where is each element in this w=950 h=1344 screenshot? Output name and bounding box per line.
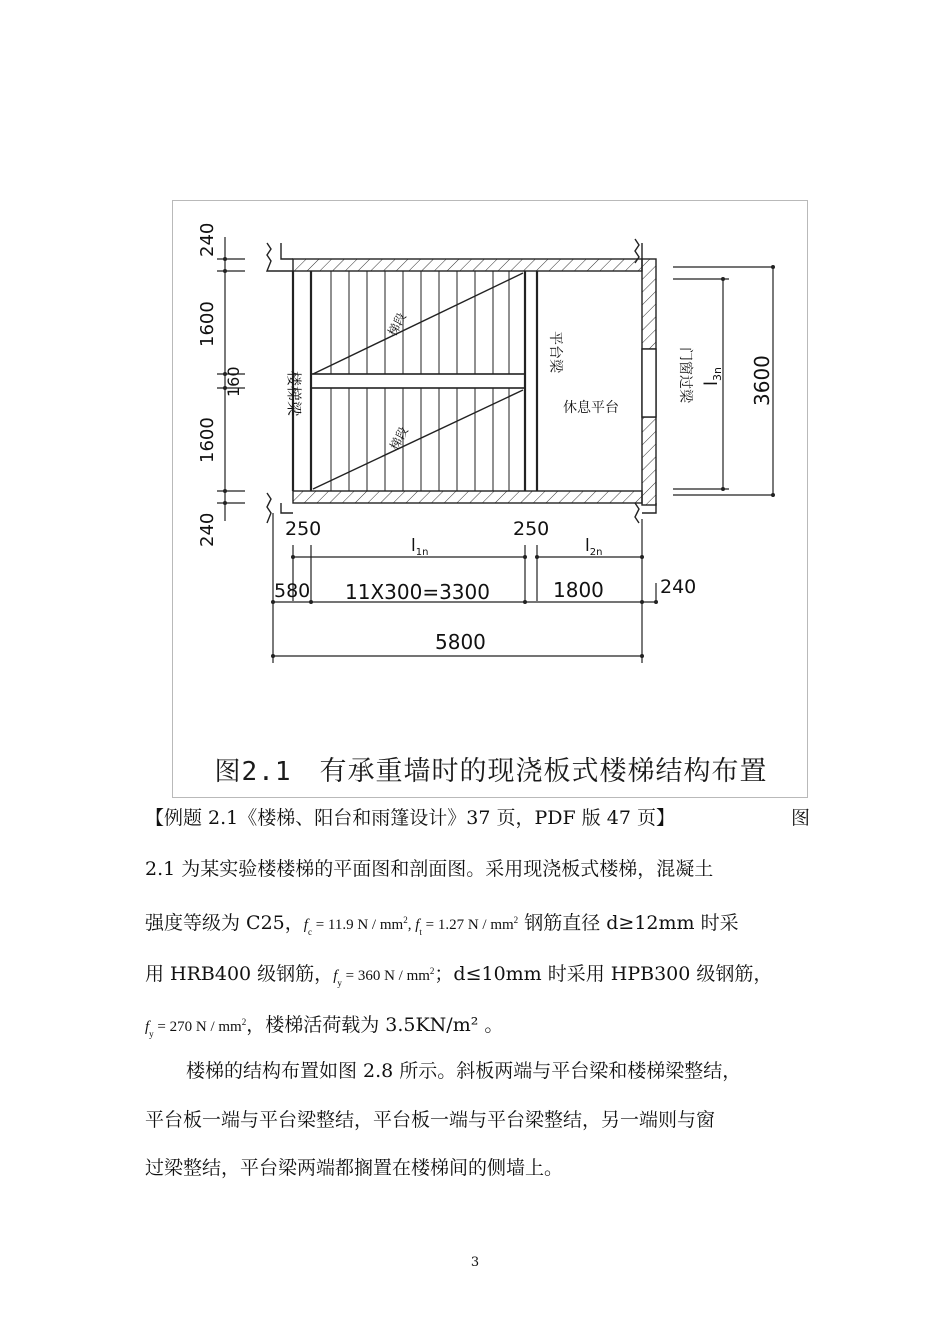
door-lintel-label: 门窗过梁 [677, 347, 693, 403]
dim-bottom-beam-mid: 250 [513, 518, 550, 540]
paragraph2-line2: 平台板一端与平台梁整结，平台板一端与平台梁整结，另一端则与窗 [145, 1109, 716, 1131]
dim-left-bottom-flight: 1600 [197, 417, 218, 463]
svg-text:l1n: $l_{1n}$ [411, 536, 429, 558]
dim-left-top-wall: 240 [197, 222, 218, 257]
page-number: 3 [470, 1255, 480, 1270]
paragraph1-line3: 强度等级为 C25，$f_c = 11.9$ N / $mm^2$, $f_t = 1.27$ N / $mm^2$ 钢筋直径 d≥12mm 时采 [145, 912, 739, 937]
stair-plan-drawing [173, 201, 809, 799]
dim-bottom-beam-left: 250 [285, 518, 322, 540]
bottom-wall [293, 491, 642, 503]
paragraph2-line1: 楼梯的结构布置如图 2.8 所示。斜板两端与平台梁和楼梯梁整结， [186, 1060, 742, 1082]
line5-suffix: ，楼梯活荷载为 3.5KN/m² 。 [246, 1014, 504, 1036]
platform-beam-label: 平台梁 [547, 331, 563, 373]
paragraph1-line1 [145, 803, 810, 833]
figure-caption [173, 749, 809, 788]
dim-bottom-seg-1: 580 [274, 580, 311, 602]
line1-tail: 图 [790, 807, 810, 829]
line4-prefix: 用 HRB400 级钢筋， [145, 963, 334, 985]
rest-platform-label: 休息平台 [563, 400, 619, 416]
l3n-label [701, 367, 724, 386]
dim-bottom-seg-4: 240 [660, 576, 697, 598]
dim-bottom-total: 5800 [435, 630, 486, 654]
line3-suffix: 钢筋直径 d≥12mm 时采 [524, 912, 739, 934]
svg-text:l3n: $l_{3n}$ [701, 367, 724, 386]
top-wall [293, 259, 642, 271]
l1n-label [411, 536, 428, 558]
l2n-label [585, 536, 602, 558]
stair-layout-figure [172, 200, 808, 798]
dim-left-gap: 160 [224, 366, 243, 397]
dim-left-bottom-wall: 240 [197, 512, 218, 547]
dim-left-top-flight: 1600 [197, 301, 218, 347]
dim-bottom-seg-2: 11X300=3300 [345, 580, 490, 604]
paragraph1-line5 [145, 1007, 810, 1049]
dim-right-total: 3600 [750, 355, 774, 406]
dim-bottom-seg-3: 1800 [553, 578, 604, 602]
line3-prefix: 强度等级为 C25， [145, 912, 304, 934]
figure-caption-text: 有承重墙时的现浇板式楼梯结构布置 [319, 756, 768, 787]
figure-caption-number: 图2.1 [214, 757, 292, 787]
fc-formula: $f_c = 11.9$ N / $mm^2$ [303, 915, 408, 937]
ft-formula: $f_t = 1.27$ N / $mm^2$ [415, 915, 519, 937]
paragraph2-line3: 过梁整结，平台梁两端都搁置在楼梯间的侧墙上。 [145, 1157, 564, 1179]
stair-beam-label: 楼梯梁 [285, 371, 303, 417]
paragraph1-line4 [145, 956, 810, 998]
fy-formula-2: $f_y = 270$ N / $mm^2$ [145, 1017, 247, 1039]
paragraph1-line2: 2.1 为某实验楼楼梯的平面图和剖面图。采用现浇板式楼梯，混凝土 [145, 858, 714, 880]
flight-upper-label: 梯段 [385, 310, 409, 339]
line4-suffix: ；d≤10mm 时采用 HPB300 级钢筋， [434, 963, 773, 985]
fy-formula-1: $f_y = 360$ N / $mm^2$ [333, 966, 435, 988]
flight-lower-label: 梯段 [387, 424, 411, 453]
svg-text:l2n: $l_{2n}$ [585, 536, 603, 558]
example-reference: 【例题 2.1《楼梯、阳台和雨篷设计》37 页，PDF 版 47 页】 [145, 807, 675, 829]
